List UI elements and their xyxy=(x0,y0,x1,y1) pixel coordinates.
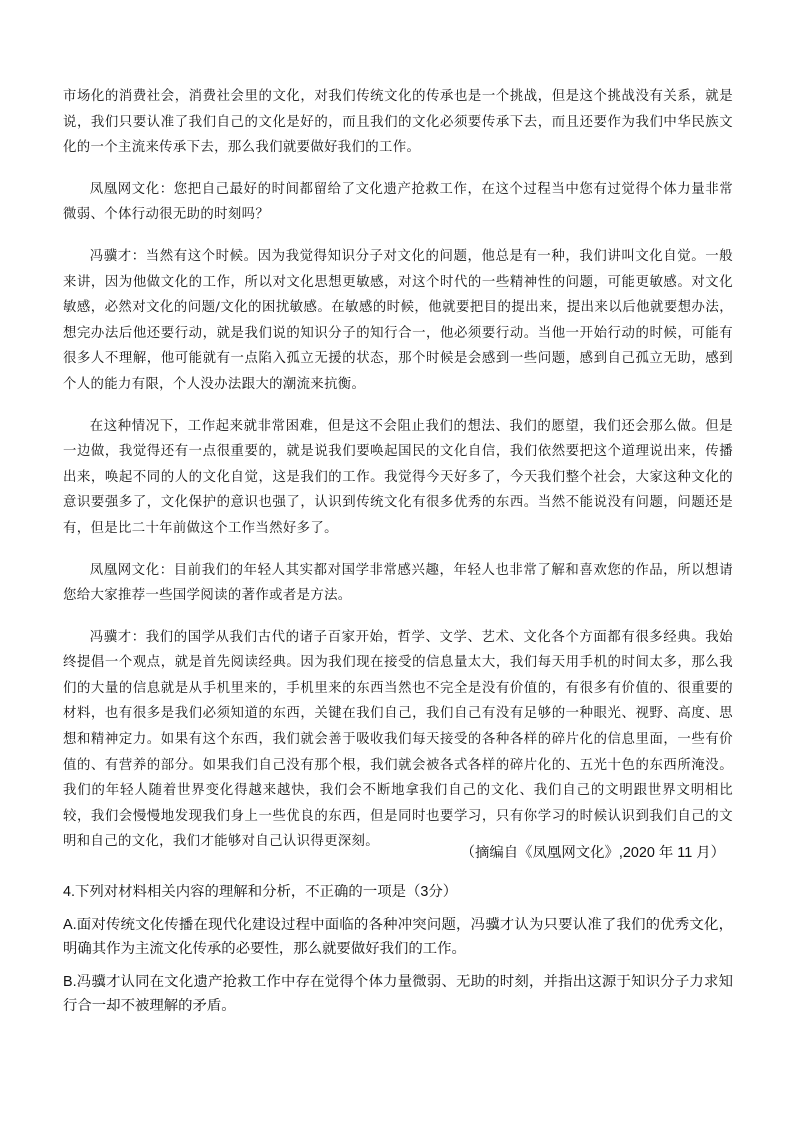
paragraph-continuation: 市场化的消费社会，消费社会里的文化，对我们传统文化的传承也是一个挑战，但是这个挑战没有关系，就是说，我们只要认准了我们自己的文化是好的，而且我们的文化必须要传承下去，而且还要作为我们中华民族文化的一个主流来传承下去，那么我们就要做好我们的工作。 xyxy=(63,89,733,156)
question-stem: 4.下列对材料相关内容的理解和分析，不正确的一项是（3分） xyxy=(63,884,458,900)
article-body xyxy=(63,84,733,871)
paragraph-interview-question-2: 凤凰网文化：目前我们的年轻人其实都对国学非常感兴趣，年轻人也非常了解和喜欢您的作品，所以想请您给大家推荐一些国学阅读的著作或者是方法。 xyxy=(63,562,733,604)
source-citation: （摘编自《凤凰网文化》,2020 年 11 月） xyxy=(460,845,725,861)
option-a[interactable]: A.面对传统文化传播在现代化建设过程中面临的各种冲突问题，冯骥才认为只要认准了我们的优秀文化，明确其作为主流文化传承的必要性，那么就要做好我们的工作。 xyxy=(63,917,733,957)
paragraph-interview-question-1: 凤凰网文化：您把自己最好的时间都留给了文化遗产抢救工作，在这个过程当中您有过觉得个体力量非常微弱、个体行动很无助的时刻吗？ xyxy=(63,181,733,223)
option-b[interactable]: B.冯骥才认同在文化遗产抢救工作中存在觉得个体力量微弱、无助的时刻，并指出这源于知识分子力求知行合一却不被理解的矛盾。 xyxy=(63,974,733,1014)
paragraph-answer-2: 冯骥才：我们的国学从我们古代的诸子百家开始，哲学、文学、艺术、文化各个方面都有很多经典。我始终提倡一个观点，就是首先阅读经典。因为我们现在接受的信息量太大，我们每天用手机的时间太多，那么我们的大量的信息就是从手机里来的，手机里来的东西当然也不完全是没有价值的，有很多有价值的、很重要的材料，也有很多是我们必须知道的东西，关键在我们自己，我们自己有没有足够的一种眼光、视野、高度、思想和精神定力。如果有这个东西，我们就会善于吸收我们每天接受的各种各样的碎片化的信息里面，一些有价值的、有营养的部分。如果我们自己没有那个根，我们就会被各式各样的碎片化的、五光十色的东西所淹没。我们的年轻人随着世界变化得越来越快，我们会不断地拿我们自己的文化、我们自己的文明跟世界文明相比较，我们会慢慢地发现我们身上一些优良的东西，但是同时也要学习，只有你学习的时候认识到我们自己的文明和自己的文化，我们才能够对自己认识得更深刻。 xyxy=(63,629,733,850)
question-block xyxy=(63,880,733,1027)
paragraph-answer-1: 冯骥才：当然有这个时候。因为我觉得知识分子对文化的问题，他总是有一种，我们讲叫文化自觉。一般来讲，因为他做文化的工作，所以对文化思想更敏感，对这个时代的一些精神性的问题，可能更敏感。对文化敏感，必然对文化的问题/文化的困扰敏感。在敏感的时候，他就要把目的提出来，提出来以后他就要想办法，想完办法后他还要行动，就是我们说的知识分子的知行合一，他必须要行动。当他一开始行动的时候，可能有很多人不理解，他可能就有一点陷入孤立无援的状态，那个时候是会感到一些问题，感到自己孤立无助，感到个人的能力有限，个人没办法跟大的潮流来抗衡。 xyxy=(63,248,733,392)
paragraph-answer-1-continued: 在这种情况下，工作起来就非常困难，但是这不会阻止我们的想法、我们的愿望，我们还会那么做。但是一边做，我觉得还有一点很重要的，就是说我们要唤起国民的文化自信，我们依然要把这个道理说出来，传播出来，唤起不同的人的文化自觉，这是我们的工作。我觉得今天好多了，今天我们整个社会，大家这种文化的意识要强多了，文化保护的意识也强了，认识到传统文化有很多优秀的东西。当然不能说没有问题，问题还是有，但是比二十年前做这个工作当然好多了。 xyxy=(63,418,733,536)
